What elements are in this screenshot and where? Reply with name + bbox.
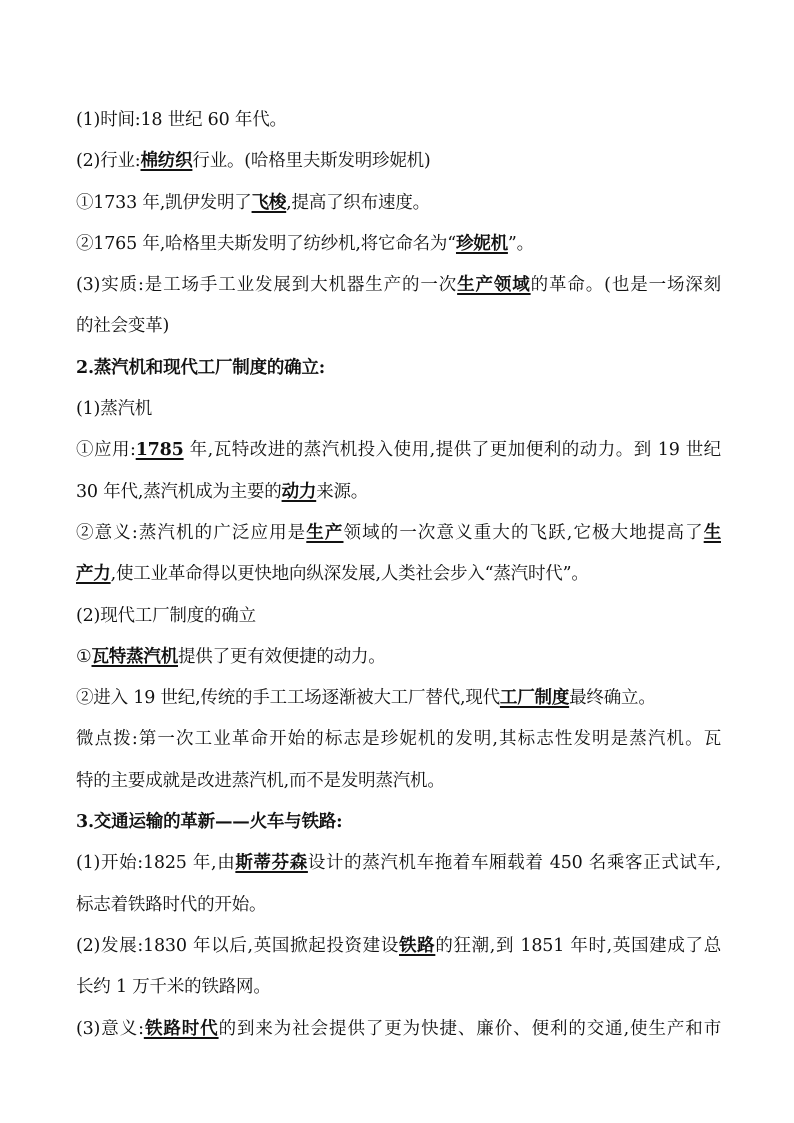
text-run: 的革命。(也是一场深刻 — [530, 275, 721, 296]
text-run: (3)实质:是工场手工业发展到大机器生产的一次 — [76, 275, 458, 296]
text-line — [76, 513, 721, 554]
section-heading — [76, 802, 721, 843]
fill-in-answer: 工厂制度 — [499, 688, 570, 709]
text-run: 年,瓦特改进的蒸汽机投入使用,提供了更加便利的动力。到 19 世纪 — [183, 440, 721, 461]
text-run: (1)时间:18 世纪 60 年代。 — [76, 110, 287, 130]
text-run: (1)蒸汽机 — [76, 399, 153, 420]
text-run: ②进入 19 世纪,传统的手工工场逐渐被大工厂替代,现代 — [76, 688, 500, 709]
text-line — [76, 637, 721, 678]
text-line — [76, 472, 721, 513]
text-line — [76, 430, 721, 471]
text-line — [76, 554, 721, 595]
text-line — [76, 885, 721, 926]
text-run: (1)开始:1825 年,由 — [76, 853, 236, 874]
text-run: ①应用: — [76, 440, 136, 461]
text-run: 的到来为社会提供了更为快捷、廉价、便利的交通,使生产和市 — [218, 1018, 721, 1039]
fill-in-answer: 棉纺织 — [140, 151, 193, 172]
text-run: ②1765 年,哈格里夫斯发明了纺纱机,将它命名为“ — [76, 233, 456, 254]
text-run: 提供了更有效便捷的动力。 — [178, 646, 386, 667]
text-line — [76, 678, 721, 719]
text-line — [76, 265, 721, 306]
text-run: (2)行业: — [76, 151, 141, 172]
text-line — [76, 141, 721, 182]
text-run: (2)现代工厂制度的确立 — [76, 605, 256, 626]
text-run: 来源。 — [316, 481, 369, 502]
text-run: ① — [76, 646, 92, 667]
text-run: ①1733 年,凯伊发明了 — [76, 192, 252, 213]
text-run: 标志着铁路时代的开始。 — [76, 894, 267, 915]
text-run: 的社会变革) — [76, 316, 170, 337]
text-run: 领域的一次意义重大的飞跃,它极大地提高了 — [343, 522, 704, 543]
text-run: 微点拨:第一次工业革命开始的标志是珍妮机的发明,其标志性发明是蒸汽机。瓦 — [76, 729, 721, 750]
text-run: (2)发展:1830 年以后,英国掀起投资建设 — [76, 935, 399, 956]
text-run: 设计的蒸汽机车拖着车厢载着 450 名乘客正式试车, — [307, 853, 722, 874]
text-line — [76, 596, 721, 637]
fill-in-answer: 瓦特蒸汽机 — [91, 646, 178, 667]
text-run: ②意义:蒸汽机的广泛应用是 — [76, 522, 307, 543]
text-line — [76, 719, 721, 760]
fill-in-answer: 铁路时代 — [143, 1018, 219, 1039]
document-page — [76, 100, 721, 1050]
text-run: 30 年代,蒸汽机成为主要的 — [76, 481, 282, 502]
text-line — [76, 843, 721, 884]
fill-in-answer: 生产领域 — [457, 275, 531, 296]
text-run: 2.蒸汽机和现代工厂制度的确立: — [76, 357, 326, 378]
fill-in-answer: 铁路 — [399, 935, 436, 956]
fill-in-answer: 珍妮机 — [455, 233, 508, 254]
text-line — [76, 761, 721, 802]
text-run: ”。 — [507, 233, 534, 254]
text-run: ,提高了织布速度。 — [286, 192, 430, 213]
fill-in-answer: 生产 — [306, 522, 344, 543]
text-run: ,使工业革命得以更快地向纵深发展,人类社会步入“蒸汽时代”。 — [110, 564, 589, 585]
fill-in-answer: 产力 — [76, 564, 111, 585]
fill-in-answer: 动力 — [281, 481, 317, 502]
text-line — [76, 1009, 721, 1050]
text-line — [76, 100, 721, 141]
text-run: 的狂潮,到 1851 年时,英国建成了总 — [435, 935, 721, 956]
text-run: 特的主要成就是改进蒸汽机,而不是发明蒸汽机。 — [76, 770, 445, 791]
text-line — [76, 224, 721, 265]
text-run: 长约 1 万千米的铁路网。 — [76, 977, 271, 998]
fill-in-answer: 斯蒂芬森 — [235, 853, 308, 874]
text-line — [76, 926, 721, 967]
text-line — [76, 389, 721, 430]
section-heading — [76, 348, 721, 389]
fill-in-answer: 1785 — [135, 440, 184, 461]
fill-in-answer: 生 — [703, 522, 721, 543]
text-line — [76, 183, 721, 224]
text-line — [76, 306, 721, 347]
fill-in-answer: 飞梭 — [251, 192, 287, 213]
text-run: (3)意义: — [76, 1018, 144, 1039]
text-run: 行业。(哈格里夫斯发明珍妮机) — [192, 151, 431, 172]
text-run: 3.交通运输的革新——火车与铁路: — [76, 812, 343, 833]
text-run: 最终确立。 — [569, 688, 656, 709]
text-line — [76, 967, 721, 1008]
